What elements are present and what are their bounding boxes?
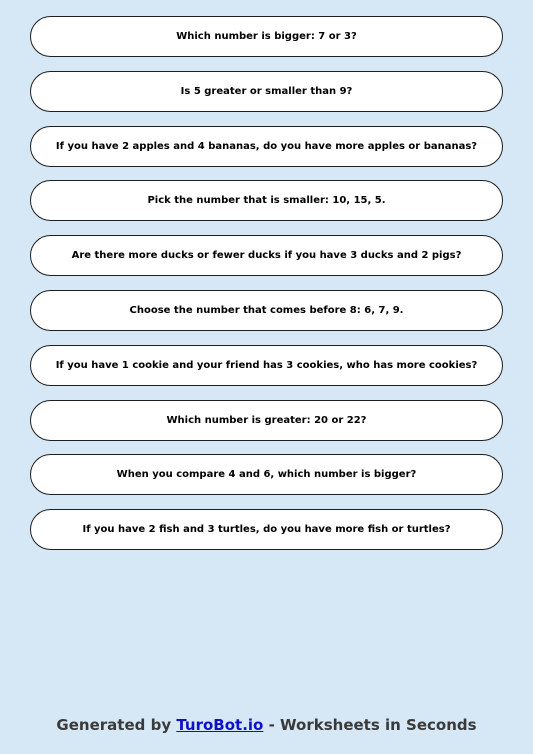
footer [0, 716, 533, 734]
question-card: Pick the number that is smaller: 10, 15, 5. [30, 180, 503, 221]
question-card: Are there more ducks or fewer ducks if you have 3 ducks and 2 pigs? [30, 235, 503, 276]
question-card: Which number is bigger: 7 or 3? [30, 16, 503, 57]
footer-suffix: - Worksheets in Seconds [263, 716, 477, 734]
question-card: If you have 2 apples and 4 bananas, do you have more apples or bananas? [30, 126, 503, 167]
question-card: Choose the number that comes before 8: 6, 7, 9. [30, 290, 503, 331]
question-card: When you compare 4 and 6, which number is bigger? [30, 454, 503, 495]
question-card: If you have 1 cookie and your friend has 3 cookies, who has more cookies? [30, 345, 503, 386]
question-card: If you have 2 fish and 3 turtles, do you have more fish or turtles? [30, 509, 503, 550]
question-list [30, 16, 503, 564]
question-card: Which number is greater: 20 or 22? [30, 400, 503, 441]
turobot-link[interactable]: TuroBot.io [176, 716, 264, 734]
footer-prefix: Generated by [56, 716, 177, 734]
question-card: Is 5 greater or smaller than 9? [30, 71, 503, 112]
